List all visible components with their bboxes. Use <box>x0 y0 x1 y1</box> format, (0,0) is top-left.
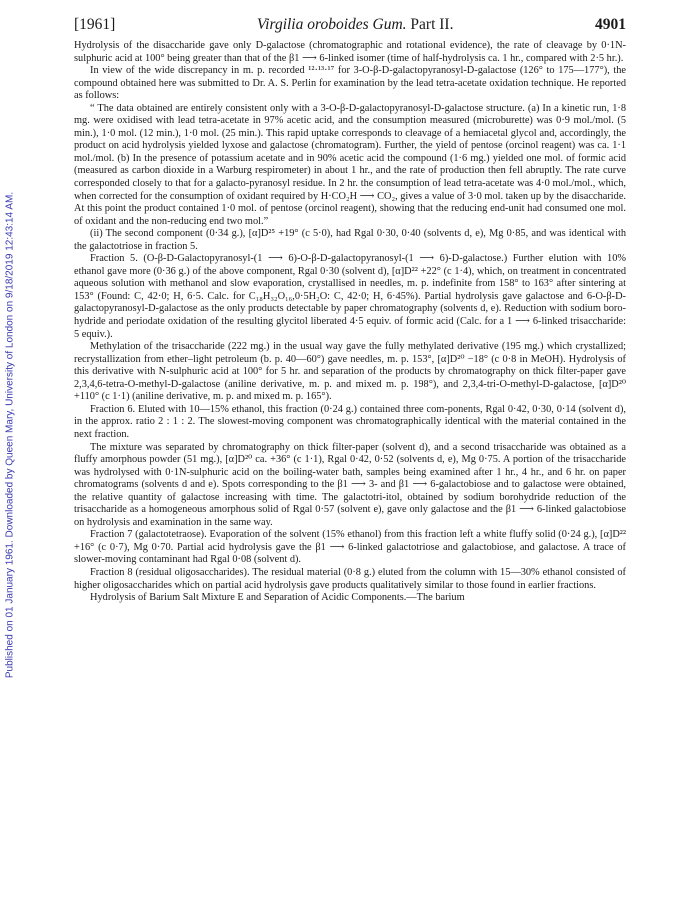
paragraph: Methylation of the trisaccharide (222 mg.) in the usual way gave the fully methylated derivative (195 mg.) which crystallized; recrystallization from ether–light petroleum (b. p. 40—60°) gave needles, m. p. 153°, [α]D²⁰ −18° (c 0·8 in MeOH). Hydrolysis of this derivative with N-sulphuric acid at 100° for 5 hr. and separation of the products by chromatography on thick filter-paper gave 2,3,4,6-tetra-O-methyl-D-galactose (aniline derivative, m. p. and mixed m. p. 198°), and 2,3,4-tri-O-methyl-D-galactose, [α]D²⁰ +110° (c 1·1) (aniline derivative, m. p. and mixed m. p. 165°). <box>74 341 626 403</box>
paragraph: In view of the wide discrepancy in m. p. recorded ¹²·¹³·¹⁷ for 3-O-β-D-galactopyranosyl-D-galactose (126° to 175—177°), the compound obtained here was submitted to Dr. A. S. Perlin for examination by the lead tetra-acetate oxidation technique. He reported as follows: <box>74 65 626 102</box>
paragraph-fraction-6: Fraction 6. Eluted with 10—15% ethanol, this fraction (0·24 g.) contained three com-ponents, Rgal 0·42, 0·30, 0·14 (solvent d), in the approx. ratio 2 : 1 : 2. The slowest-moving component was chromatographically identical with the material contained in the next fraction. <box>74 403 626 440</box>
paragraph-fraction-7: Fraction 7 (galactotetraose). Evaporation of the solvent (15% ethanol) from this fraction left a white fluffy solid (0·24 g.), [α]D²² +16° (c 0·7), Mg 0·70. Partial acid hydrolysis gave the β1 ⟶ 6-linked galactotriose and galactobiose, and galactose. A trace of slower-moving contaminant had Rgal 0·08 (solvent d). <box>74 529 626 566</box>
download-notice-text: Published on 01 January 1961. Downloaded by Queen Mary, University of London on 9/18/2019 12:43:14 AM. <box>4 191 16 679</box>
header-title <box>257 16 454 34</box>
paragraph: (ii) The second component (0·34 g.), [α]D²⁵ +19° (c 5·0), had Rgal 0·30, 0·40 (solvents d, e), Mg 0·85, and was identical with the galactotriose in fraction 5. <box>74 228 626 252</box>
journal-page <box>74 16 626 605</box>
page-number: 4901 <box>595 16 626 33</box>
header-title-italic: Virgilia oroboides Gum. <box>256 16 407 33</box>
paragraph: Hydrolysis of the disaccharide gave only D-galactose (chromatographic and rotational evidence), the rate of cleavage by 0·1N-sulphuric acid at 100° being greater than that of the β1 ⟶ 6-linked isomer (time of half-hydrolysis ca. 1 hr., compared with 2·5 hr.). <box>74 40 626 64</box>
body-text <box>74 40 626 605</box>
header-part: Part II. <box>410 16 454 33</box>
paragraph-fraction-5: Fraction 5. (O-β-D-Galactopyranosyl-(1 ⟶ 6)-O-β-D-galactopyranosyl-(1 ⟶ 6)-D-galactose.) Further elution with 10% ethanol gave more (0·36 g.) of the above component, Rgal 0·30 (solvent d), [α]D²² +22° (c 1·4), which, on treatment in concentrated aqueous solution with methanol and slow evaporation, crystallised in needles, m. p. indefinite from 158° to 163° after sintering at 153° (Found: C, 42·0; H, 6·5. Calc. for C₁₈H₃₂O₁₆,0·5H₂O: C, 42·0; H, 6·45%). Partial hydrolysis gave galactose and 6-O-β-D-galactopyranosyl-D-galactose as the only products detectable by paper chromatography (solvents d, e). Reduction with sodium boro-hydride and periodate oxidation of the resulting glycitol liberated 4·5 equiv. of formic acid (Calc. for a 1 ⟶ 6-linked trisaccharide: 5 equiv.). <box>74 253 626 340</box>
quoted-report: “ The data obtained are entirely consistent only with a 3-O-β-D-galactopyranosyl-D-galactose structure. (a) In a kinetic run, 1·8 mg. were oxidised with lead tetra-acetate in 97% acetic acid, and the consumption measured (microburette) was 0·9 mol./mol. (5 min.), 1·0 mol. (12 min.), 1·0 mol. (25 min.). This rapid uptake corresponds to cleavage of a hemiacetal glycol and, accordingly, the product on acid hydrolysis yielded lyxose and galactose (chromatogram). Further, the yield of pentose (orcinol reagent) was ca. 1·1 mol./mol. (b) In the presence of potassium acetate and in 90% acetic acid the compound (1·6 mg.) yielded one mol. of formic acid (measured as carbon dioxide in a Warburg respirometer) in about 1 hr., and the rate of production then fell abruptly. The rate curve corresponded closely to that for a galacto-pyranosyl residue. In 2 hr. the consumption of lead tetra-acetate was 4·0 mol./mol., which, when corrected for the consumption of oxidant required by H·CO₂H ⟶ CO₂, gives a value of 3·0 mol. taken up by the disaccharide. At this point the product contained 1·0 mol. of pentose (orcinol reagent), showing that the reducing end-unit had consumed one mol. of oxidant and the non-reducing end two mol.” <box>74 102 627 227</box>
header-year: [1961] <box>74 16 116 33</box>
paragraph-section-heading: Hydrolysis of Barium Salt Mixture E and Separation of Acidic Components.—The barium <box>90 592 465 604</box>
paragraph-fraction-8: Fraction 8 (residual oligosaccharides). The residual material (0·8 g.) eluted from the column with 15—30% ethanol consisted of higher oligosaccharides which on partial acid hydrolysis gave products qualitatively similar to those found in earlier fractions. <box>74 566 626 591</box>
paragraph: The mixture was separated by chromatography on thick filter-paper (solvent d), and a second trisaccharide was obtained as a fluffy amorphous powder (51 mg.), [α]D²⁰ ca. +36° (c 1·1), Rgal 0·42, 0·52 (solvents d, e), Mg 0·75. A portion of the trisaccharide was hydrolysed with 0·1N-sulphuric acid on the boiling-water bath, samples being examined after 1 hr., 4 hr., and 6 hr. on paper chromatograms (solvents d and e). Spots corresponding to the β1 ⟶ 3- and β1 ⟶ 6-galactobiose and to galactose were obtained, the relative quantity of galactose increasing with time. The galactotri-itol, obtained by sodium borohydride reduction of the trisaccharide as a homogeneous amorphous solid of Rgal 0·57 (solvent e), gave only galactose and the β1 ⟶ 6-linked galactobiose on hydrolysis and examination in the same way. <box>74 441 626 528</box>
download-notice <box>3 95 17 775</box>
running-header <box>74 16 626 34</box>
